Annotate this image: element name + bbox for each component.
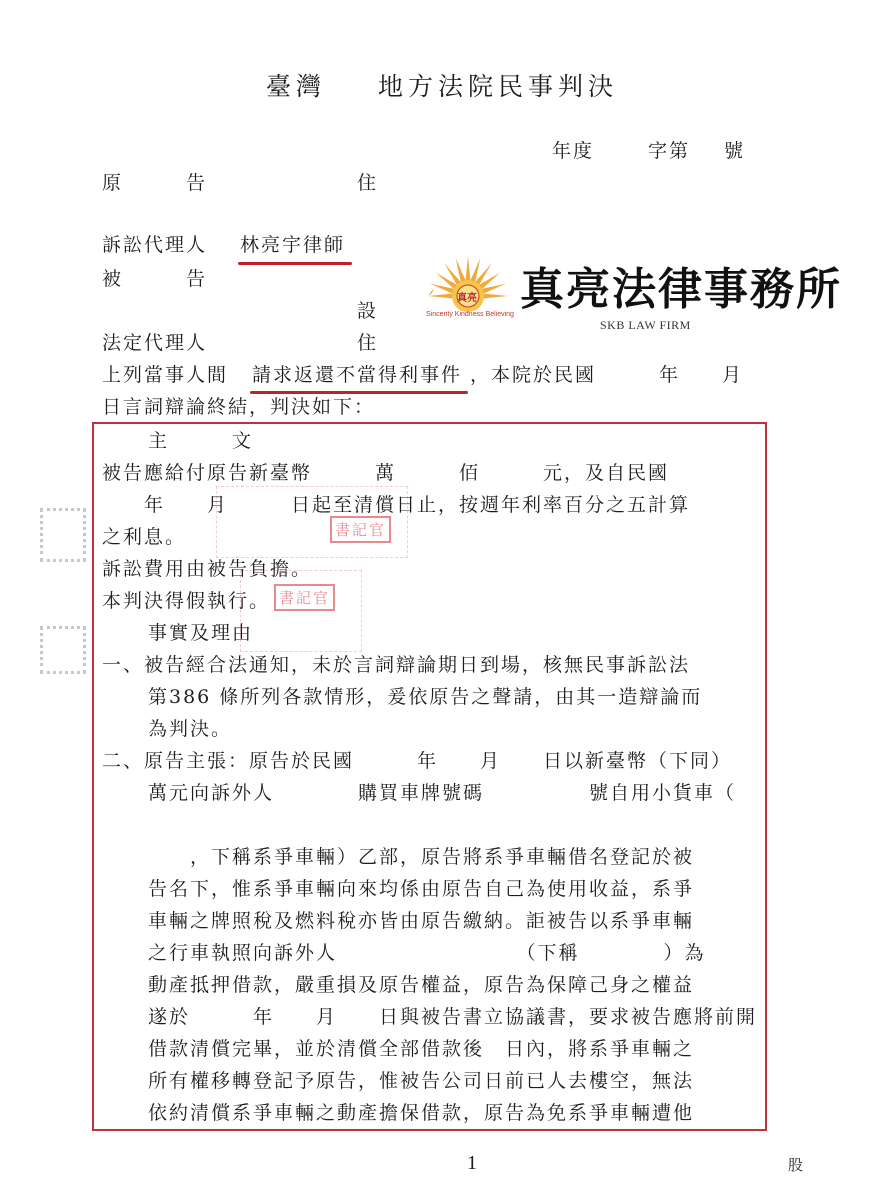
reason-line: 萬元向訴外人 購買車牌號碼 號自用小貨車（ xyxy=(148,782,737,804)
intro-line1-c: ，本院於民國 年 月 xyxy=(470,364,744,386)
defendant-address-label: 設 xyxy=(357,300,379,322)
logo-english-name: SKB LAW FIRM xyxy=(600,318,691,332)
legal-rep-label: 法定代理人 xyxy=(102,332,208,354)
intro-line1-a: 上列當事人間 xyxy=(102,364,229,386)
reason-line: 為判決。 xyxy=(148,718,233,740)
logo-tagline: Sincerity Kindness Believing xyxy=(426,311,514,318)
page-number: 1 xyxy=(467,1152,477,1174)
legal-rep-address-label: 住 xyxy=(357,332,379,354)
reason-line: 車輛之牌照稅及燃料稅亦皆由原告繳納。詎被告以系爭車輛 xyxy=(148,910,695,932)
court-prefix: 臺灣 xyxy=(266,72,327,101)
main-heading: 主 文 xyxy=(148,430,254,452)
main-line: 被告應給付原告新臺幣 萬 佰 元，及自民國 xyxy=(102,462,670,484)
reason-line: 遂於 年 月 日與被告書立協議書，要求被告應將前開 xyxy=(148,1006,758,1028)
plaintiff-address-label: 住 xyxy=(357,172,379,194)
case-number: 號 xyxy=(724,140,746,162)
logo-seal: 真亮 xyxy=(457,293,477,304)
reason-line: 二、原告主張：原告於民國 年 月 日以新臺幣（下同） xyxy=(102,750,733,772)
defendant-label: 被 告 xyxy=(102,268,208,290)
reason-line: 告名下，惟系爭車輛向來均係由原告自己為使用收益，系爭 xyxy=(148,878,695,900)
plaintiff-label: 原 告 xyxy=(102,172,208,194)
reason-line: 第386 條所列各款情形，爰依原告之聲請，由其一造辯論而 xyxy=(148,686,703,708)
main-line: 訴訟費用由被告負擔。 xyxy=(102,558,313,580)
main-line: 年 月 日起至清償日止，按週年利率百分之五計算 xyxy=(102,494,691,516)
binding-holes-mark xyxy=(40,508,86,562)
reason-line: ，下稱系爭車輛）乙部，原告將系爭車輛借名登記於被 xyxy=(148,846,695,868)
court-title: 地方法院民事判決 xyxy=(378,72,619,101)
reason-line: 依約清償系爭車輛之動產擔保借款，原告為免系爭車輛遭他 xyxy=(148,1102,695,1124)
intro-line1-case: 請求返還不當得利事件 xyxy=(252,364,463,386)
binding-holes-mark xyxy=(40,626,86,674)
reason-line: 借款清償完畢，並於清償全部借款後 日內，將系爭車輛之 xyxy=(148,1038,695,1060)
reason-line: 動產抵押借款，嚴重損及原告權益，原告為保障己身之權益 xyxy=(148,974,695,996)
case-word: 字第 xyxy=(648,140,691,162)
agent-label: 訴訟代理人 xyxy=(102,234,208,256)
reason-line: 之行車執照向訴外人 （下稱 ）為 xyxy=(148,942,706,964)
case-year: 年度 xyxy=(552,140,595,162)
main-line: 之利息。 xyxy=(102,526,187,548)
agent-name-underline xyxy=(238,262,352,265)
reasons-heading: 事實及理由 xyxy=(148,622,254,644)
clerk-stamp: 書記官 xyxy=(274,584,335,611)
logo-chinese-name: 真亮法律事務所 xyxy=(520,264,842,315)
main-line: 本判決得假執行。 xyxy=(102,590,271,612)
agent-name: 林亮宇律師 xyxy=(240,234,346,256)
case-title-underline xyxy=(250,391,468,394)
intro-line2: 日言詞辯論終結，判決如下： xyxy=(102,396,376,418)
clerk-stamp: 書記官 xyxy=(330,516,391,543)
reason-line: 一、被告經合法通知，未於言詞辯論期日到場，核無民事訴訟法 xyxy=(102,654,691,676)
division-mark: 股 xyxy=(788,1156,804,1174)
reason-line: 所有權移轉登記予原告，惟被告公司日前已人去樓空，無法 xyxy=(148,1070,695,1092)
